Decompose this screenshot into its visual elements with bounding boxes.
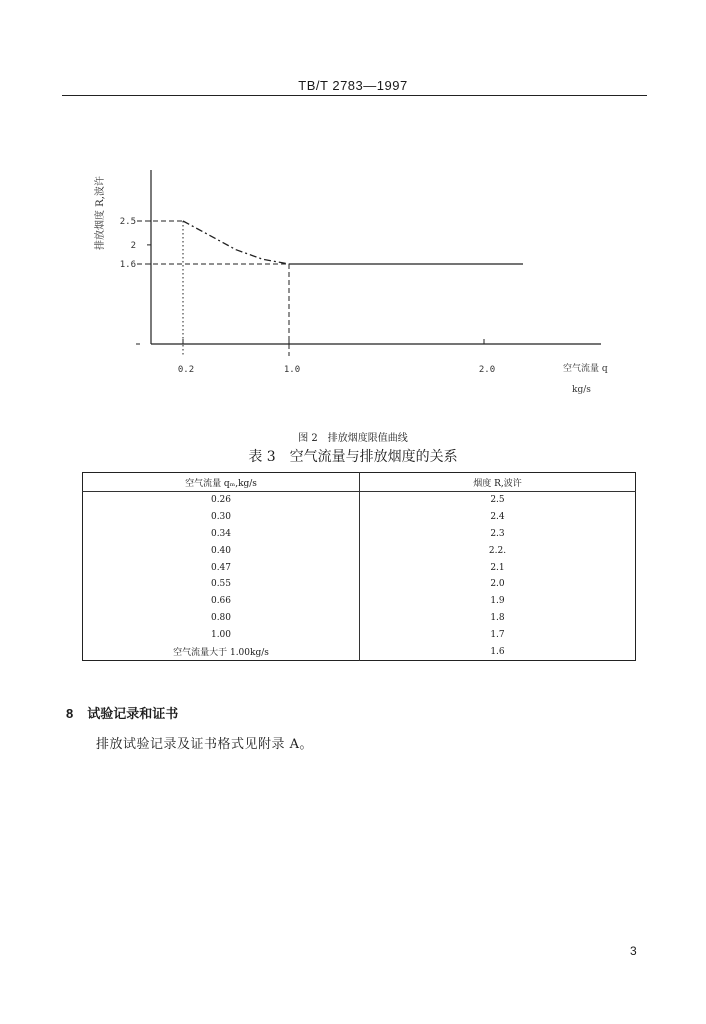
- page-number: 3: [630, 944, 637, 958]
- table-row: [83, 643, 636, 660]
- table-row: [83, 576, 636, 593]
- smoke-limit-chart: [0, 0, 706, 420]
- y-tick-label: 2: [130, 240, 136, 251]
- airflow-cell: 1.00: [83, 626, 360, 643]
- smoke-cell: 2.3: [490, 528, 505, 539]
- column-header-smoke: 烟度 R,波许: [360, 473, 636, 492]
- section-title: 试验记录和证书: [87, 706, 179, 721]
- table-caption: 表 3 空气流量与排放烟度的关系: [248, 449, 458, 465]
- airflow-cell: 0.66: [83, 593, 360, 610]
- x-tick-label: 0.2: [177, 365, 195, 375]
- section-heading: [66, 703, 178, 722]
- airflow-cell: 0.47: [83, 559, 360, 576]
- smoke-cell: 1.8: [490, 612, 505, 623]
- table-row: [83, 559, 636, 576]
- airflow-cell: 0.40: [83, 542, 360, 559]
- figure-caption: 图 2 排放烟度限值曲线: [298, 433, 408, 444]
- x-tick-label: 2.0: [478, 365, 496, 375]
- limit-curve-dashdot: [183, 221, 289, 264]
- smoke-cell: 1.6: [490, 646, 505, 657]
- airflow-cell: 0.80: [83, 610, 360, 627]
- table-row: [83, 626, 636, 643]
- table-row: [83, 593, 636, 610]
- x-tick-label: 1.0: [283, 365, 301, 375]
- section-number: 8: [66, 706, 74, 721]
- table-row: [83, 542, 636, 559]
- airflow-cell: 0.34: [83, 526, 360, 543]
- section-body-text: 排放试验记录及证书格式见附录 A。: [96, 737, 314, 752]
- table-row: [83, 492, 636, 509]
- airflow-cell: 0.26: [83, 492, 360, 509]
- table-row: [83, 526, 636, 543]
- x-axis-unit: kg/s: [572, 385, 591, 395]
- y-axis-title: 排放烟度 R,波许: [95, 176, 106, 250]
- smoke-cell: 2.0: [490, 579, 505, 590]
- airflow-smoke-table: [82, 472, 636, 661]
- smoke-cell: 2.5: [490, 495, 505, 506]
- document-header-title: TB/T 2783—1997: [298, 78, 408, 93]
- y-tick-label: 2.5: [119, 217, 136, 227]
- smoke-cell: 1.9: [490, 596, 505, 607]
- smoke-cell: 2.2.: [488, 545, 507, 556]
- table-row: [83, 610, 636, 627]
- smoke-cell: 2.1: [490, 562, 505, 573]
- table-row: [83, 509, 636, 526]
- y-tick-label: 1.6: [119, 260, 136, 270]
- airflow-cell: 0.55: [83, 576, 360, 593]
- table-header-row: [83, 473, 636, 492]
- column-header-airflow: 空气流量 qₘ,kg/s: [83, 473, 360, 492]
- airflow-cell: 0.30: [83, 509, 360, 526]
- smoke-cell: 2.4: [490, 512, 505, 523]
- smoke-cell: 1.7: [490, 629, 505, 640]
- x-axis-title: 空气流量 q: [563, 364, 608, 374]
- airflow-cell: 空气流量大于 1.00kg/s: [83, 643, 360, 660]
